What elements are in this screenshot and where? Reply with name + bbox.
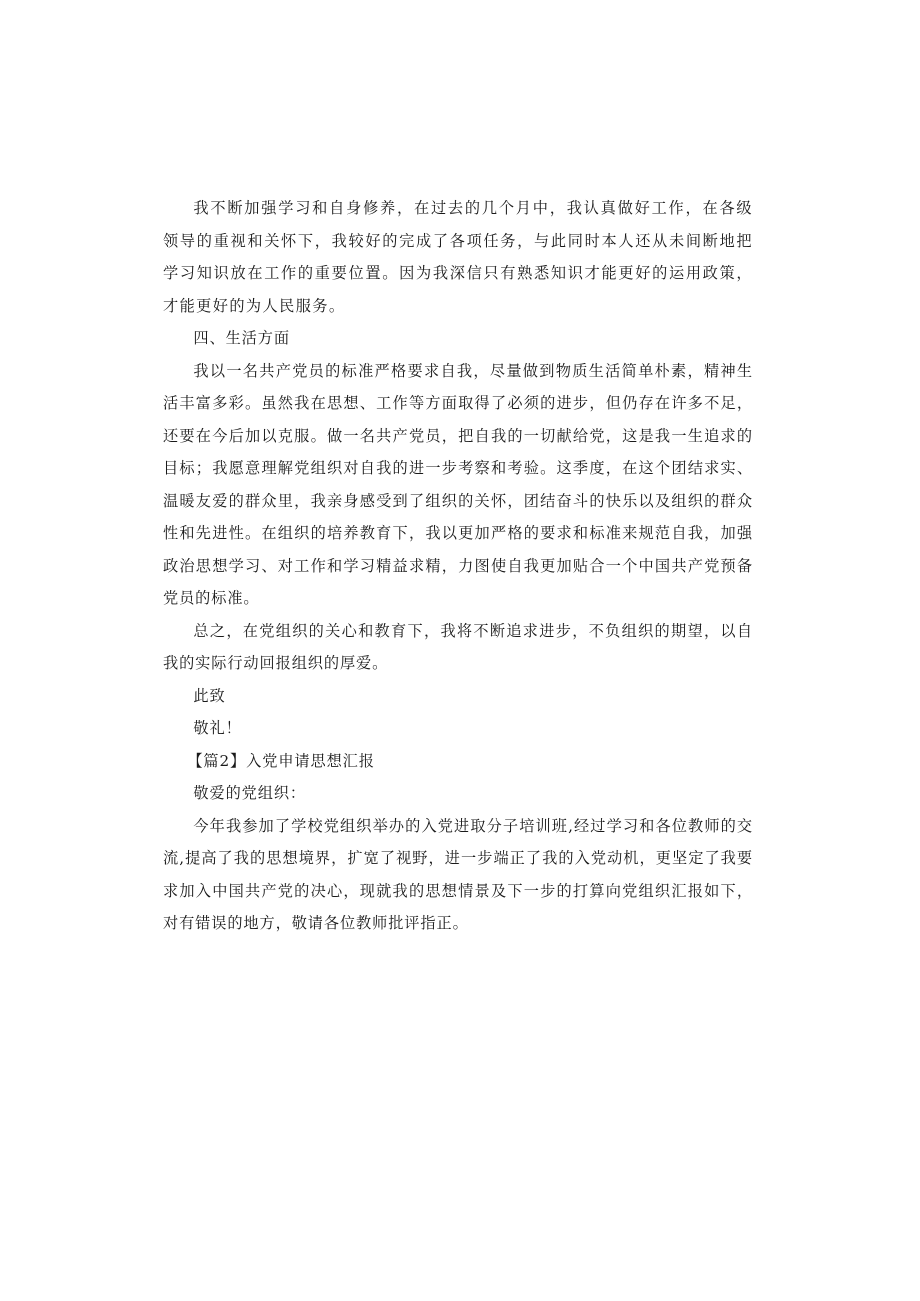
letter-greeting: 敬爱的党组织： (193, 784, 307, 802)
closing-salutation: 此致 (193, 686, 226, 705)
paragraph-conclusion: 总之，在党组织的关心和教育下，我将不断追求进步，不负组织的期望，以自我的实际行动回报组织的厚爱。 (163, 621, 753, 672)
closing-regards: 敬礼！ (193, 719, 242, 737)
article-title: 【篇2】入党申请思想汇报 (187, 751, 375, 770)
section-heading-life: 四、生活方面 (193, 329, 290, 347)
paragraph-life: 我以一名共产党员的标准严格要求自我，尽量做到物质生活简单朴素，精神生活丰富多彩。虽然我在思想、工作等方面取得了必须的进步，但仍存在许多不足，还要在今后加以克服。做一名共产党员，把自我的一切献给党，这是我一生追求的目标；我愿意理解党组织对自我的进一步考察和考验。这季度，在这个团结求实、温暖友爱的群众里，我亲身感受到了组织的关怀，团结奋斗的快乐以及组织的群众性和先进性。在组织的培养教育下，我以更加严格的要求和标准来规范自我，加强政治思想学习、对工作和学习精益求精，力图使自我更加贴合一个中国共产党预备党员的标准。 (163, 361, 753, 607)
paragraph-training: 今年我参加了学校党组织举办的入党进取分子培训班,经过学习和各位教师的交流,提高了我的思想境界，扩宽了视野，进一步端正了我的入党动机，更坚定了我要求加入中国共产党的决心，现就我的思想情景及下一步的打算向党组织汇报如下，对有错误的地方，敬请各位教师批评指正。 (163, 816, 753, 932)
document-body (163, 192, 753, 940)
paragraph-study: 我不断加强学习和自身修养，在过去的几个月中，我认真做好工作，在各级领导的重视和关怀下，我较好的完成了各项任务，与此同时本人还从未间断地把学习知识放在工作的重要位置。因为我深信只有熟悉知识才能更好的运用政策，才能更好的为人民服务。 (163, 199, 753, 315)
